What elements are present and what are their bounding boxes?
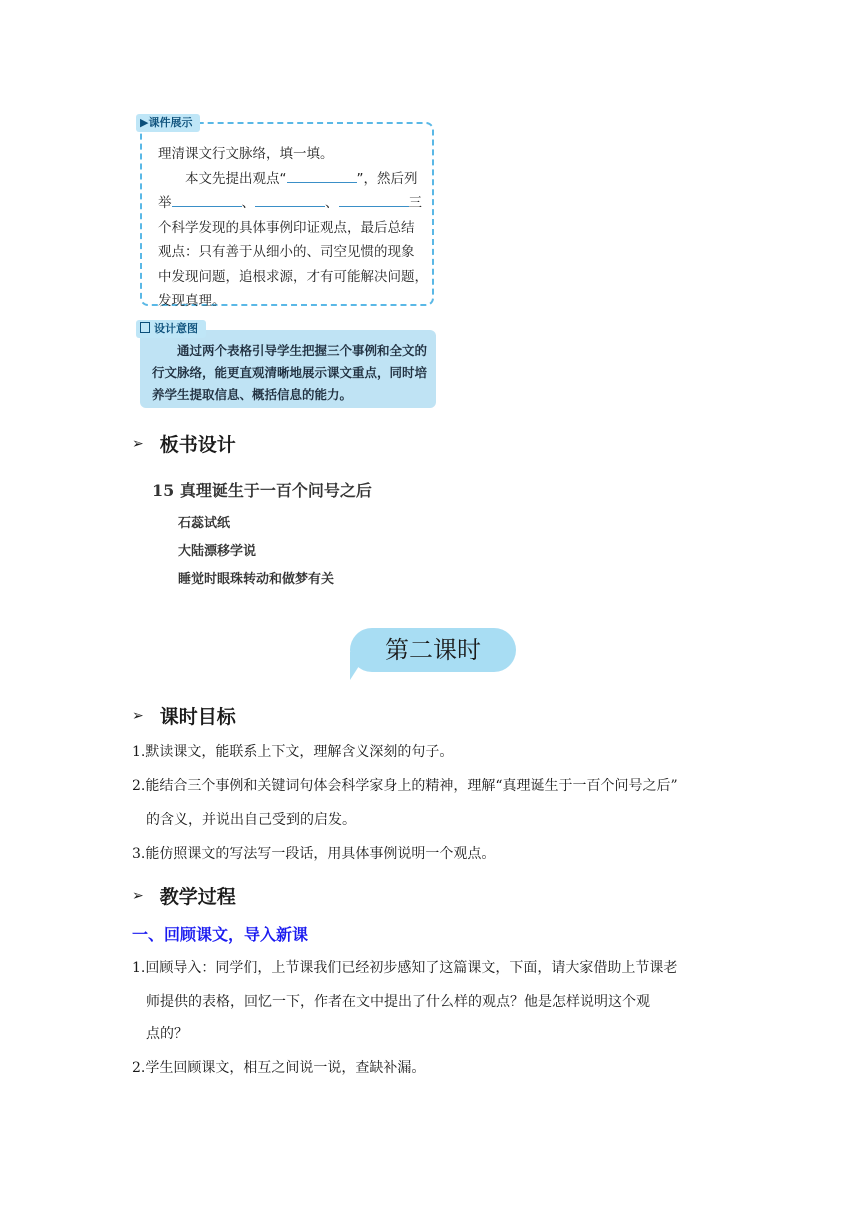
goals-heading: ➢ 课时目标	[132, 706, 236, 728]
design-tag: 设计意图	[136, 320, 206, 338]
process-line: 1.回顾导入：同学们，上节课我们已经初步感知了这篇课文，下面，请大家借助上节课老	[132, 960, 678, 976]
courseware-line: 个科学发现的具体事例印证观点，最后总结	[158, 219, 415, 236]
process-line: 2.学生回顾课文，相互之间说一说，查缺补漏。	[132, 1060, 426, 1076]
board-item: 石蕊试纸	[178, 516, 231, 531]
lesson-label: 第二课时	[385, 636, 481, 664]
board-item: 大陆漂移学说	[178, 544, 257, 559]
process-subheading: 一、回顾课文，导入新课	[132, 925, 309, 944]
goal-item: 3.能仿照课文的写法写一段话，用具体事例说明一个观点。	[132, 846, 496, 862]
courseware-line: 发现真理。	[158, 293, 226, 309]
courseware-line: 举 、 、 三	[158, 195, 422, 211]
note-icon	[140, 322, 150, 333]
courseware-line: 理清课文行文脉络，填一填。	[158, 146, 334, 162]
arrow-icon: ➢	[132, 435, 144, 452]
board-item: 睡觉时眼珠转动和做梦有关	[178, 572, 335, 587]
arrow-icon: ➢	[132, 887, 144, 904]
design-text: 通过两个表格引导学生把握三个事例和全文的行文脉络，能更直观清晰地展示课文重点，同时培养学生提取信息、概括信息的能力。	[152, 343, 428, 402]
courseware-line: 观点：只有善于从细小的、司空见惯的现象	[158, 244, 415, 260]
board-heading: ➢ 板书设计	[132, 434, 236, 456]
fill-blank	[255, 194, 325, 207]
courseware-tag: ▶课件展示	[136, 114, 200, 132]
courseware-line: 本文先提出观点“ ”，然后列	[185, 170, 418, 187]
goal-item: 的含义，并说出自己受到的启发。	[146, 812, 356, 828]
board-title: 15 真理诞生于一百个问号之后	[152, 481, 372, 500]
process-heading: ➢ 教学过程	[132, 886, 236, 908]
courseware-text	[158, 142, 428, 314]
fill-blank	[287, 170, 357, 183]
fill-blank	[172, 194, 242, 207]
process-line: 师提供的表格，回忆一下，作者在文中提出了什么样的观点？他是怎样说明这个观	[146, 994, 650, 1010]
goal-item: 2.能结合三个事例和关键词句体会科学家身上的精神，理解“真理诞生于一百个问号之后”	[132, 778, 678, 794]
process-line: 点的？	[146, 1026, 188, 1042]
fill-blank	[339, 194, 409, 207]
courseware-line: 中发现问题，追根求源，才有可能解决问题，	[158, 268, 428, 285]
goal-item: 1.默读课文，能联系上下文，理解含义深刻的句子。	[132, 744, 454, 760]
arrow-icon: ➢	[132, 707, 144, 724]
